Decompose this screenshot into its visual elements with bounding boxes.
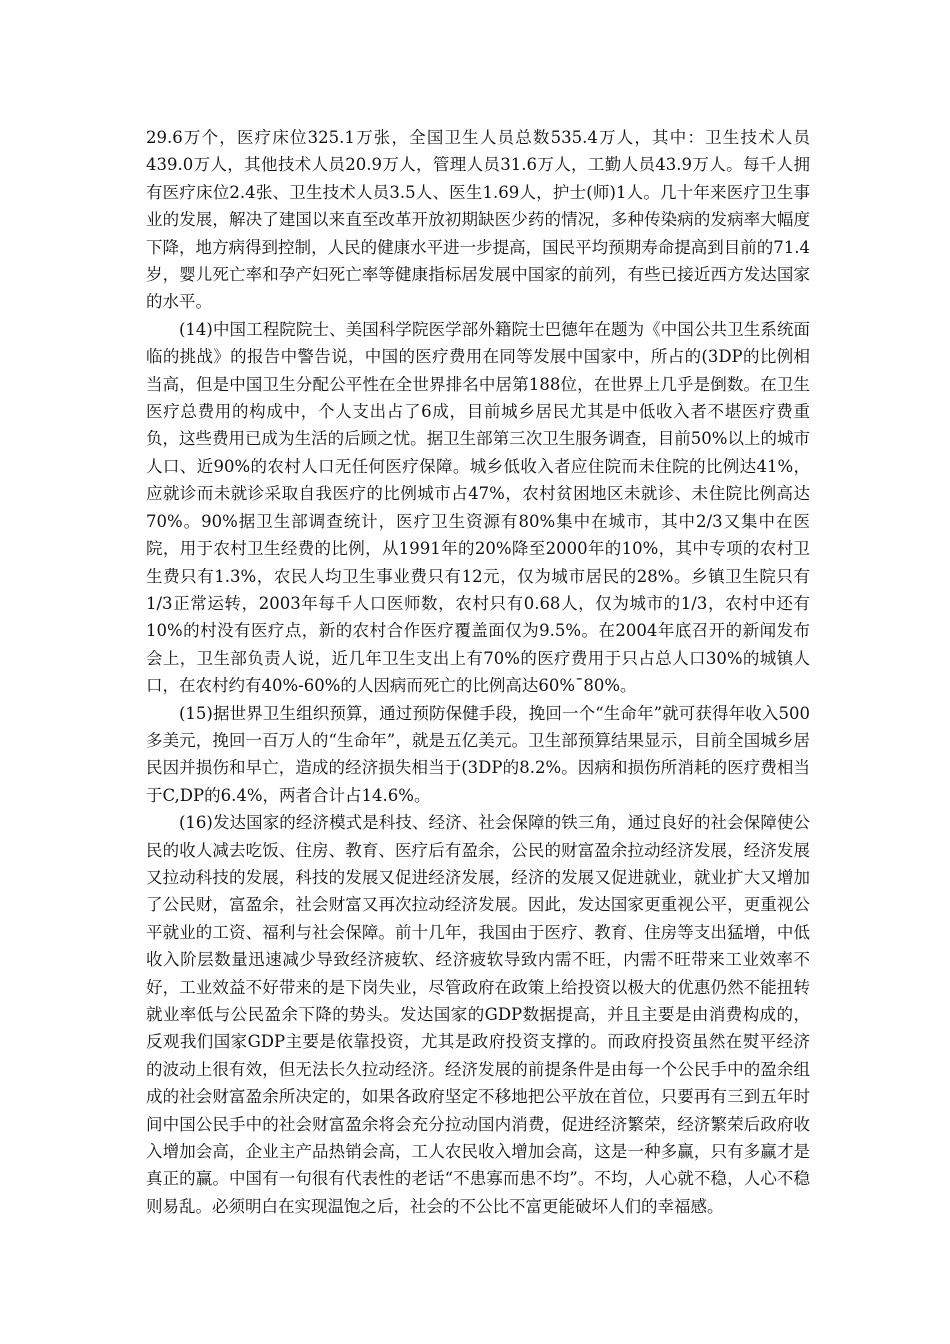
document-page <box>146 124 810 1220</box>
paragraph-health-statistics: 29.6万个，医疗床位325.1万张，全国卫生人员总数535.4万人，其中：卫生技术人员439.0万人，其他技术人员20.9万人，管理人员31.6万人，工勤人员43.9万人。每千人拥有医疗床位2.4张、卫生技术人员3.5人、医生1.69人，护士(师)1人。几十年来医疗卫生事业的发展，解决了建国以来直至改革开放初期缺医少药的情况，多种传染病的发病率大幅度下降，地方病得到控制，人民的健康水平进一步提高，国民平均预期寿命提高到目前的71.4岁，婴儿死亡率和孕产妇死亡率等健康指标居发展中国家的前列，有些已接近西方发达国家的水平。 <box>146 128 810 312</box>
paragraph-16-economic-model: (16)发达国家的经济模式是科技、经济、社会保障的铁三角，通过良好的社会保障使公民的收人减去吃饭、住房、教育、医疗后有盈余，公民的财富盈余拉动经济发展，经济发展又拉动科技的发展，科技的发展又促进经济发展，经济的发展又促进就业，就业扩大又增加了公民财，富盈余，社会财富又再次拉动经济发展。因此，发达国家更重视公平，更重视公平就业的工资、福利与社会保障。前十几年，我国由于医疗、教育、住房等支出猛增，中低收入阶层数量迅速减少导致经济疲软、经济疲软导致内需不旺，内需不旺带来工业效率不好，工业效益不好带来的是下岗失业，尽管政府在政策上给投资以极大的优惠仍然不能扭转就业率低与公民盈余下降的势头。发达国家的GDP数据提高，并且主要是由消费构成的，反观我们国家GDP主要是依靠投资，尤其是政府投资支撑的。而政府投资虽然在熨平经济的波动上很有效，但无法长久拉动经济。经济发展的前提条件是由每一个公民手中的盈余组成的社会财富盈余所决定的，如果各政府坚定不移地把公平放在首位，只要再有三到五年时间中国公民手中的社会财富盈余将会充分拉动国内消费，促进经济繁荣，经济繁荣后政府收入增加会高，企业主产品热销会高，工人农民收入增加会高，这是一种多赢，只有多赢才是真正的赢。中国有一句很有代表性的老话“不患寡而患不均”。不均，人心就不稳，人心不稳则易乱。必须明白在实现温饱之后，社会的不公比不富更能破坏人们的幸福感。 <box>146 813 810 1216</box>
paragraph-15-life-year-value: (15)据世界卫生组织预算，通过预防保健手段，挽回一个“生命年”就可获得年收入500多美元，挽回一百万人的“生命年”，就是五亿美元。卫生部预算结果显示，目前全国城乡居民因并损伤和早亡，造成的经济损失相当于(3DP的8.2%。因病和损伤所消耗的医疗费相当于C,DP的6.4%，两者合计占14.6%。 <box>146 703 810 805</box>
paragraph-14-medical-costs: (14)中国工程院院士、美国科学院医学部外籍院士巴德年在题为《中国公共卫生系统面临的挑战》的报告中警告说，中国的医疗费用在同等发展中国家中，所占的(3DP的比例相当高，但是中国卫生分配公平性在全世界排名中居第188位，在世界上几乎是倒数。在卫生医疗总费用的构成中，个人支出占了6成，目前城乡居民尤其是中低收入者不堪医疗费重负，这些费用已成为生活的后顾之忧。据卫生部第三次卫生服务调查，目前50%以上的城市人口、近90%的农村人口无任何医疗保障。城乡低收入者应住院而未住院的比例达41%，应就诊而未就诊采取自我医疗的比例城市占47%，农村贫困地区未就诊、未住院比例高达70%。90%据卫生部调查统计，医疗卫生资源有80%集中在城市，其中2/3又集中在医院，用于农村卫生经费的比例，从1991年的20%降至2000年的10%，其中专项的农村卫生费只有1.3%，农民人均卫生事业费只有12元，仅为城市居民的28%。乡镇卫生院只有1/3正常运转，2003年每千人口医师数，农村只有0.68人，仅为城市的1/3，农村中还有10%的村没有医疗点，新的农村合作医疗覆盖面仅为9.5%。在2004年底召开的新闻发布会上，卫生部负责人说，近几年卫生支出上有70%的医疗费用于只占总人口30%的城镇人口，在农村约有40%-60%的人因病而死亡的比例高达60%¯80%。 <box>146 319 810 696</box>
